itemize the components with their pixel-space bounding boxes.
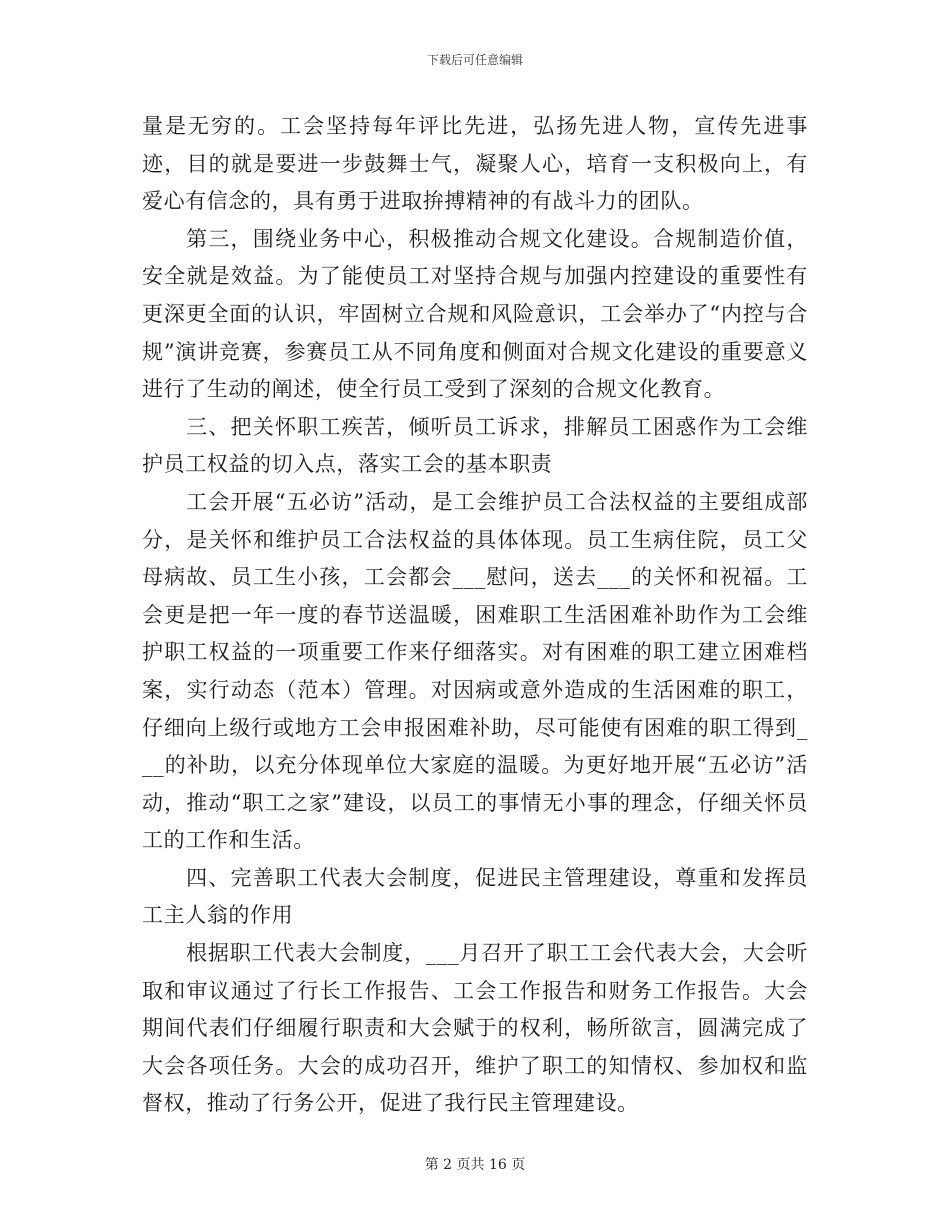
paragraph-five-visits: 工会开展“五必访”活动，是工会维护员工合法权益的主要组成部分，是关怀和维护员工合法权益的具体体现。员工生病住院，员工父母病故、员工生小孩，工会都会___慰问，送去___的关怀和祝福。工会更是把一年一度的春节送温暖，困难职工生活困难补助作为工会维护职工权益的一项重要工作来仔细落实。对有困难的职工建立困难档案，实行动态（范本）管理。对因病或意外造成的生活困难的职工，仔细向上级行或地方工会申报困难补助，尽可能使有困难的职工得到___的补助，以充分体现单位大家庭的温暖。为更好地开展“五必访”活动，推动“职工之家”建设，以员工的事情无小事的理念，仔细关怀员工的工作和生活。 [142, 489, 808, 853]
section-heading-three: 三、把关怀职工疾苦，倾听员工诉求，排解员工困惑作为工会维护员工权益的切入点，落实工会的基本职责 [142, 414, 808, 477]
page-number: 第 2 页共 16 页 [424, 1157, 526, 1173]
page-header: 下载后可任意编辑 [426, 53, 523, 67]
paragraph-continuation: 量是无穷的。工会坚持每年评比先进，弘扬先进人物，宣传先进事迹，目的就是要进一步鼓舞士气，凝聚人心，培育一支积极向上，有爱心有信念的，具有勇于进取拚搏精神的有战斗力的团队。 [142, 114, 808, 214]
section-heading-four: 四、完善职工代表大会制度，促进民主管理建设，尊重和发挥员工主人翁的作用 [142, 865, 808, 928]
paragraph-congress: 根据职工代表大会制度，___月召开了职工工会代表大会，大会听取和审议通过了行长工作报告、工会工作报告和财务工作报告。大会期间代表们仔细履行职责和大会赋于的权利，畅所欲言，圆满完成了大会各项任务。大会的成功召开，维护了职工的知情权、参加权和监督权，推动了行务公开，促进了我行民主管理建设。 [142, 941, 808, 1116]
paragraph-compliance-culture: 第三，围绕业务中心，积极推动合规文化建设。合规制造价值，安全就是效益。为了能使员工对坚持合规与加强内控建设的重要性有更深更全面的认识，牢固树立合规和风险意识，工会举办了“内控与合规”演讲竞赛，参赛员工从不同角度和侧面对合规文化建设的重要意义进行了生动的阐述，使全行员工受到了深刻的合规文化教育。 [142, 226, 808, 402]
document-body [142, 108, 808, 1123]
